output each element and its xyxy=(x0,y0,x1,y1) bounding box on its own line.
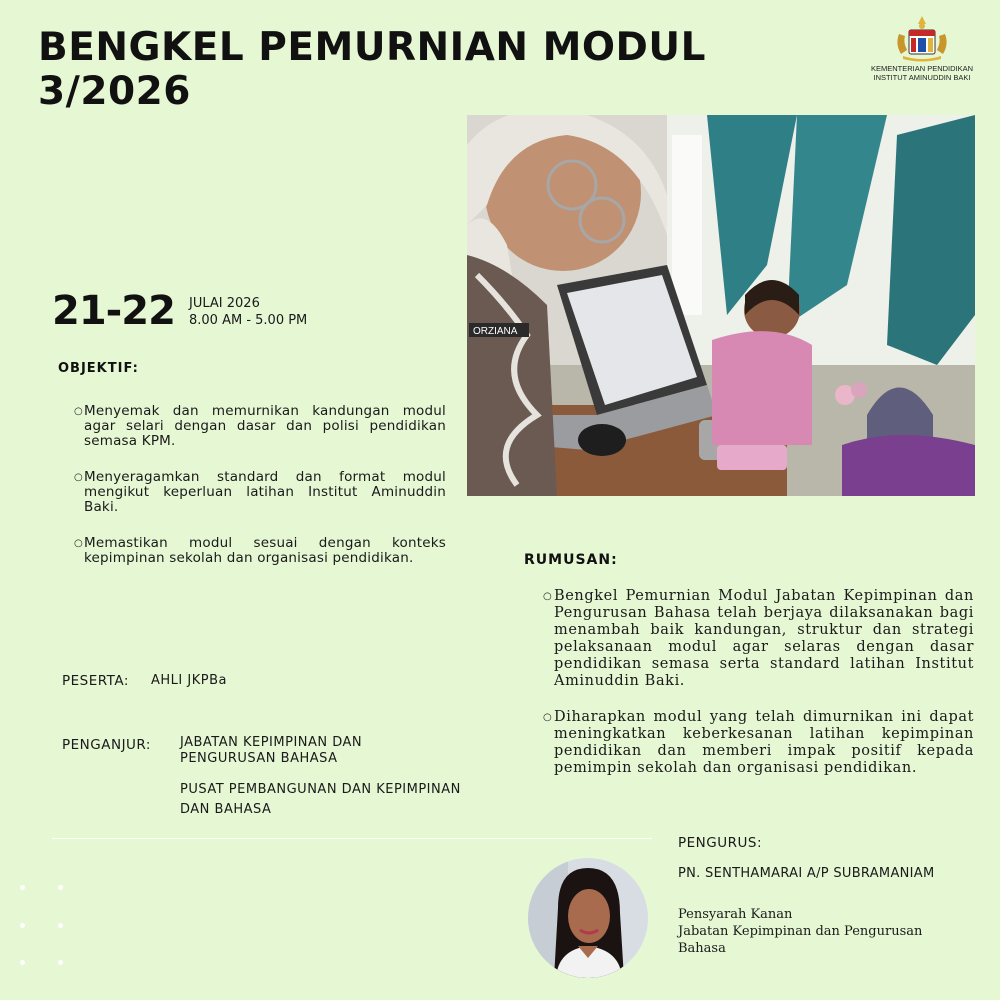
event-days: 21-22 xyxy=(52,288,175,334)
title-line-1: BENGKEL PEMURNIAN MODUL xyxy=(38,25,706,70)
rumusan-item: ○ Bengkel Pemurnian Modul Jabatan Kepimpinan dan Pengurusan Bahasa telah berjaya dilaksanakan bagi menambah baik kandungan, struktur dan strategi pelaksanaan modul agar selaras dengan dasar pendidikan semasa serta standard latihan Institut Aminuddin Baki. xyxy=(543,588,974,689)
bullet-circle-icon: ○ xyxy=(74,538,83,549)
pengurus-avatar xyxy=(528,858,648,978)
objektif-list xyxy=(74,404,446,587)
avatar-portrait xyxy=(528,858,648,978)
event-month: JULAI 2026 xyxy=(189,296,260,311)
workshop-photo-illustration xyxy=(467,115,975,496)
peserta-value: AHLI JKPBa xyxy=(151,673,227,688)
pengurus-role xyxy=(678,906,968,957)
penganjur-value-2: PUSAT PEMBANGUNAN DAN KEPIMPINAN DAN BAHASA xyxy=(180,782,461,817)
ministry-logo xyxy=(866,14,978,82)
objektif-item: ○ Memastikan modul sesuai dengan konteks kepimpinan sekolah dan organisasi pendidikan. xyxy=(74,535,446,566)
photo-name-badge: ORZIANA xyxy=(473,326,518,337)
penganjur-label: PENGANJUR: xyxy=(62,737,151,753)
logo-text-line-2: INSTITUT AMINUDDIN BAKI xyxy=(873,73,971,82)
rumusan-item: ○ Diharapkan modul yang telah dimurnikan ini dapat meningkatkan keberkesanan latihan kepimpinan pendidikan dan memberi impak positif kepada pemimpin sekolah dan organisasi pendidikan. xyxy=(543,709,974,776)
bullet-circle-icon: ○ xyxy=(543,591,553,602)
bullet-circle-icon: ○ xyxy=(543,712,553,723)
bullet-circle-icon: ○ xyxy=(74,472,83,483)
rumusan-list xyxy=(543,588,974,796)
pengurus-role-line-2: Jabatan Kepimpinan dan Pengurusan Bahasa xyxy=(678,924,923,956)
pengurus-label: PENGURUS: xyxy=(678,835,762,851)
rumusan-heading: RUMUSAN: xyxy=(524,552,618,568)
event-time: 8.00 AM - 5.00 PM xyxy=(189,313,308,328)
objektif-item: ○ Menyeragamkan standard dan format modul mengikut keperluan latihan Institut Aminuddin Baki. xyxy=(74,469,446,515)
objektif-item: ○ Menyemak dan memurnikan kandungan modul agar selari dengan dasar dan polisi pendidikan semasa KPM. xyxy=(74,403,446,449)
penganjur-value-1: JABATAN KEPIMPINAN DAN PENGURUSAN BAHASA xyxy=(180,735,363,766)
workshop-photo xyxy=(467,115,975,496)
pengurus-name: PN. SENTHAMARAI A/P SUBRAMANIAM xyxy=(678,866,935,881)
objektif-heading: OBJEKTIF: xyxy=(58,361,139,376)
coat-of-arms-icon xyxy=(891,14,953,62)
peserta-label: PESERTA: xyxy=(62,673,129,689)
logo-text-line-1: KEMENTERIAN PENDIDIKAN xyxy=(870,64,974,73)
page-title xyxy=(38,26,706,114)
pengurus-role-line-1: Pensyarah Kanan xyxy=(678,907,793,922)
decorative-dots xyxy=(20,885,70,975)
title-line-2: 3/2026 xyxy=(38,69,191,114)
bullet-circle-icon: ○ xyxy=(74,406,83,417)
section-divider xyxy=(52,838,652,839)
